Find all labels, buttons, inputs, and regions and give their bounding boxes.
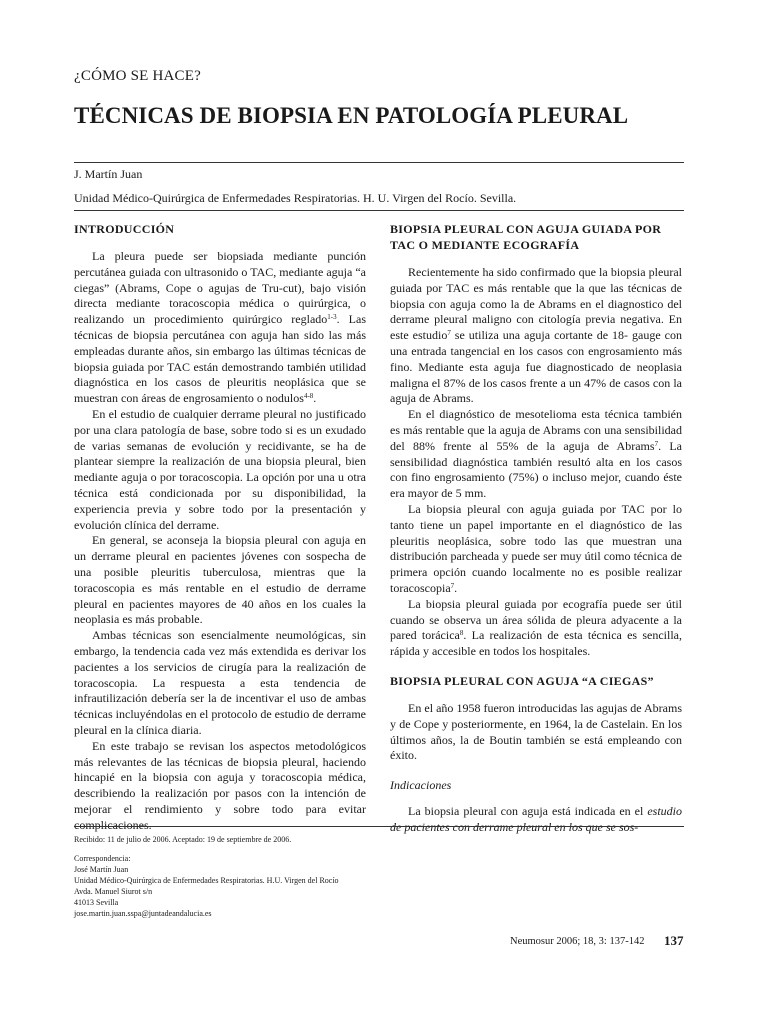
citation-sup: 4-8 — [303, 392, 314, 401]
guided-paragraph-2: En el diagnóstico de mesotelioma esta técnica también es más rentable que la aguja de Abrams con una sensibilidad del 88% frente al 55% de la aguja de Abrams$^7$. La sensibilidad diagnóstica también resultó alta en los casos con fino engrosamiento (75%) o incluso mejor, cuando éste era mayor de 5 mm. — [390, 407, 683, 501]
guided-biopsy-heading: BIOPSIA PLEURAL CON AGUJA GUIADA POR TAC O MEDIANTE ECOGRAFÍA — [390, 222, 662, 252]
intro-paragraph-2: En el estudio de cualquier derrame pleural no justificado por una clara patología de base, sobre todo si es un exudado de varias semanas de evolución y recidivante, se ha de plantear siempre la realización de una biopsia pleural, bien mediante aguja o por toracoscopia. La opción por una u otra técnica está condicionada por su disponibilidad, la experiencia previa y sobre todo por la presentación y evolución clínica del derrame. — [74, 406, 366, 532]
indications-subheading: Indicaciones — [390, 778, 452, 793]
citation-sup: 7 — [447, 329, 451, 338]
article-title: TÉCNICAS DE BIOPSIA EN PATOLOGÍA PLEURAL — [74, 103, 629, 128]
author-affiliation: Unidad Médico-Quirúrgica de Enfermedades Respiratorias. H. U. Virgen del Rocío. Sevilla. — [74, 191, 517, 205]
correspondence-city: 41013 Sevilla — [74, 898, 119, 907]
intro-paragraph-4: Ambas técnicas son esencialmente neumológicas, sin embargo, la tendencia cada vez más extendida es derivar los pacientes a los servicios de cirugía para la realización de toracoscopia. La respuesta a esta tendencia de infrautilización debería ser la de incentivar el uso de ambas técnicas incluyéndolas en el protocolo de estudio de derrame pleural en la clínica diaria. — [74, 628, 366, 737]
footnote-rule — [74, 826, 684, 827]
section-label: ¿CÓMO SE HACE? — [74, 68, 201, 84]
guided-paragraph-3: La biopsia pleural con aguja guiada por TAC por lo tanto tiene un papel importante en el diagnóstico de las pleuritis neoplásica, sobre todo las que muestran una distribución parcheada y puede ser muy útil como técnica de primera opción cuando localmente no es posible realizar toracoscopia$^7$. — [390, 501, 682, 595]
correspondence-name: José Martín Juan — [74, 865, 129, 874]
citation-sup: 7 — [450, 581, 455, 590]
journal-citation: Neumosur 2006; 18, 3: 137-142 — [510, 936, 645, 947]
citation-sup: 1-3 — [327, 313, 337, 322]
correspondence-block — [74, 853, 339, 919]
intro-paragraph-5: En este trabajo se revisan los aspectos metodológicos más relevantes de las técnicas de biopsia pleural, haciendo hincapié en la biopsia con aguja y toracoscopia médica, describiendo la realización por pasos con la intención de mejorar el rendimiento y sobre todo para evitar complicaciones. — [74, 738, 366, 832]
intro-paragraph-3: En general, se aconseja la biopsia pleural con aguja en un derrame pleural en pacientes jóvenes con sospecha de una posible pleuritis tuberculosa, mientras que la toracoscopia es más rentable en el estudio de derrame pleural en pacientes mayores de 40 años en los cuales la neoplasia es más probable. — [74, 533, 366, 627]
intro-paragraph-1: La pleura puede ser biopsiada mediante punción percutánea guiada con ultrasonido o TAC, mediante aguja “a ciegas” (Abrams, Cope o agujas de Tru-cut), bajo visión directa mediante toracoscopia médica o quirúrgica, o realizando un procedimiento quirúrgico reglado$^{1-3}$. Las técnicas de biopsia percutánea con aguja han sido las más empleadas durante años, sin embargo las últimas técnicas de biopsia guiada por TAC están demostrando también utilidad diagnóstica en los casos de pleuritis neoplásica que se muestran con áreas de engrosamiento o nodulos$^{4-8}$. — [74, 249, 367, 406]
right-column — [390, 221, 682, 836]
blind-biopsy-heading: BIOPSIA PLEURAL CON AGUJA “A CIEGAS” — [390, 673, 654, 688]
correspondence-label: Correspondencia: — [74, 854, 131, 863]
left-column — [74, 221, 366, 833]
citation-sup: 7 — [654, 439, 659, 448]
author-name: J. Martín Juan — [74, 167, 143, 181]
correspondence-email[interactable]: jose.martin.juan.sspa@juntadeandalucia.es — [74, 909, 212, 918]
spacer — [390, 660, 682, 673]
header-rule-bottom — [74, 210, 684, 211]
intro-heading: INTRODUCCIÓN — [74, 222, 175, 236]
page-number: 137 — [664, 933, 684, 948]
indications-paragraph: La biopsia pleural con aguja está indicada en el estudio de pacientes con derrame pleural en los que se sos- — [390, 803, 682, 834]
citation-sup: 8 — [459, 629, 464, 638]
guided-paragraph-1: Recientemente ha sido confirmado que la biopsia pleural guiada por TAC es más rentable que la que las técnicas de biopsia con aguja como la de Abrams en el diagnostico del derrame pleural maligno con citología previa negativa. En este estudio$^7$ se utiliza una aguja cortante de 18- gauge con una entrada tangencial en los casos con engrosamiento más fino. Mediante esta aguja fue diagnosticado de neoplasia maligna el 87% de los casos frente a un 47% de casos con la aguja de Abrams. — [390, 265, 682, 406]
correspondence-street: Avda. Manuel Siurot s/n — [74, 887, 153, 896]
received-dates: Recibido: 11 de julio de 2006. Aceptado: 19 de septiembre de 2006. — [74, 835, 292, 844]
correspondence-unit: Unidad Médico-Quirúrgica de Enfermedades Respiratorias. H.U. Virgen del Rocío — [74, 876, 339, 885]
guided-paragraph-4: La biopsia pleural guiada por ecografía puede ser útil cuando se observa un área sólida de pleura adyacente a la pared torácica$^8$. La realización de esta técnica es sencilla, rápida y accesible en todos los hospitales. — [390, 596, 682, 659]
blind-paragraph-1: En el año 1958 fueron introducidas las agujas de Abrams y de Cope y posteriormente, en 1964, la de Castelain. En los últimos años, la de Boutin también se está empleando con éxito. — [390, 700, 682, 763]
header-rule-top — [74, 162, 684, 163]
